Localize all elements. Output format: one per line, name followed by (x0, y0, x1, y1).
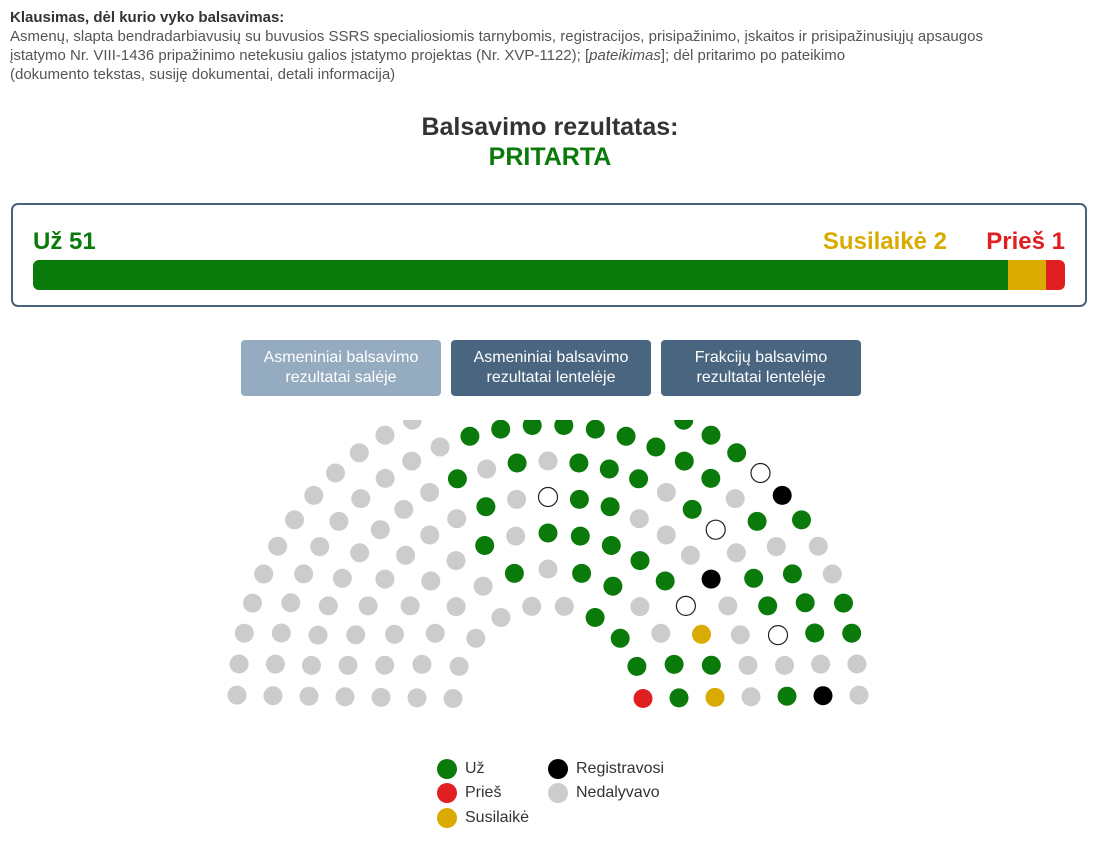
seat-absent[interactable] (420, 526, 439, 545)
seat-absent[interactable] (507, 490, 526, 509)
seat-absent[interactable] (775, 656, 794, 675)
seat-absent[interactable] (403, 420, 422, 430)
seat-absent[interactable] (726, 489, 745, 508)
vote-bar (33, 260, 1065, 290)
seat-absent[interactable] (630, 509, 649, 528)
seat-absent[interactable] (235, 624, 254, 643)
seat-for[interactable] (758, 596, 777, 615)
question-line-2-prefix: įstatymo Nr. VIII-1436 pripažinimo netekusiu galios įstatymo projektas (Nr. XVP-1122); [ (10, 47, 590, 64)
question-text (10, 27, 1100, 65)
seat-absent[interactable] (809, 537, 828, 556)
seat-against[interactable] (634, 689, 653, 708)
seat-absent[interactable] (421, 572, 440, 591)
legend-abstain-label: Susilaikė (465, 809, 530, 826)
seat-for[interactable] (601, 497, 620, 516)
seat-absent[interactable] (309, 626, 328, 645)
legend-item-for (437, 758, 485, 780)
seat-absent[interactable] (630, 597, 649, 616)
seat-for[interactable] (646, 438, 665, 457)
seat-absent[interactable] (412, 655, 431, 674)
seat-absent[interactable] (351, 489, 370, 508)
seat-for[interactable] (448, 469, 467, 488)
seat-absent[interactable] (718, 596, 737, 615)
seat-absent[interactable] (264, 686, 283, 705)
seat-absent[interactable] (281, 593, 300, 612)
seat-for[interactable] (631, 551, 650, 570)
seat-for[interactable] (569, 454, 588, 473)
seat-absent[interactable] (731, 625, 750, 644)
seat-absent[interactable] (450, 657, 469, 676)
question-label: Klausimas, dėl kurio vyko balsavimas: (10, 9, 285, 26)
vote-summary-box (11, 203, 1087, 307)
seat-absent[interactable] (466, 629, 485, 648)
seat-absent[interactable] (336, 687, 355, 706)
seat-for[interactable] (571, 527, 590, 546)
seat-empty[interactable] (751, 464, 770, 483)
legend-registered-label: Registravosi (576, 760, 665, 777)
result-view-tabs (241, 340, 881, 396)
seat-absent[interactable] (254, 565, 273, 584)
seat-absent[interactable] (402, 452, 421, 471)
seat-for[interactable] (665, 655, 684, 674)
vote-bar-abstain (1008, 260, 1046, 290)
legend-item-absent (548, 782, 660, 804)
legend-absent-label: Nedalyvavo (576, 784, 660, 801)
seat-for[interactable] (783, 564, 802, 583)
seat-absent[interactable] (681, 546, 700, 565)
seat-absent[interactable] (811, 655, 830, 674)
seat-for[interactable] (460, 427, 479, 446)
seat-for[interactable] (476, 497, 495, 516)
seat-absent[interactable] (420, 483, 439, 502)
seat-absent[interactable] (376, 469, 395, 488)
seat-for[interactable] (617, 427, 636, 446)
seat-absent[interactable] (350, 443, 369, 462)
seat-for[interactable] (554, 420, 573, 435)
seat-for[interactable] (508, 454, 527, 473)
seat-absent[interactable] (272, 624, 291, 643)
seat-for[interactable] (674, 420, 693, 430)
seat-for[interactable] (702, 426, 721, 445)
seat-absent[interactable] (847, 655, 866, 674)
seat-absent[interactable] (339, 656, 358, 675)
legend-for-dot (437, 759, 457, 779)
legend (437, 758, 697, 834)
seat-registered[interactable] (702, 570, 721, 589)
seat-for[interactable] (778, 687, 797, 706)
seat-empty[interactable] (539, 488, 558, 507)
seat-absent[interactable] (300, 687, 319, 706)
seat-for[interactable] (629, 469, 648, 488)
seat-absent[interactable] (294, 564, 313, 583)
question-line-1: Asmenų, slapta bendradarbiavusių su buvusios SSRS specialiosiomis tarnybomis, registracijos, prisipažinimo, įskaitos ir prisipažinusiųjų apsaugos (10, 28, 983, 45)
seat-for[interactable] (744, 569, 763, 588)
seat-for[interactable] (475, 536, 494, 555)
seat-empty[interactable] (769, 626, 788, 645)
vote-bar-against (1046, 260, 1065, 290)
seat-for[interactable] (727, 443, 746, 462)
question-block (10, 8, 1100, 84)
tab-hall-results[interactable]: Asmeniniai balsavimo rezultatai salėje (241, 340, 441, 396)
seat-for[interactable] (834, 594, 853, 613)
votes-against-label: Prieš 1 (986, 228, 1065, 255)
seat-for[interactable] (702, 656, 721, 675)
seat-for[interactable] (523, 420, 542, 435)
seat-empty[interactable] (676, 596, 695, 615)
seat-absent[interactable] (228, 686, 247, 705)
seat-absent[interactable] (447, 551, 466, 570)
seat-for[interactable] (656, 572, 675, 591)
seat-absent[interactable] (376, 426, 395, 445)
seat-for[interactable] (796, 593, 815, 612)
seat-absent[interactable] (396, 546, 415, 565)
seat-absent[interactable] (350, 543, 369, 562)
legend-for-label: Už (465, 760, 485, 777)
seat-absent[interactable] (447, 509, 466, 528)
legend-registered-dot (548, 759, 568, 779)
seat-absent[interactable] (742, 687, 761, 706)
seat-for[interactable] (586, 608, 605, 627)
legend-item-abstain (437, 807, 529, 829)
seat-abstain[interactable] (692, 625, 711, 644)
seat-absent[interactable] (346, 625, 365, 644)
result-value: PRITARTA (488, 143, 612, 171)
seat-absent[interactable] (371, 520, 390, 539)
seat-absent[interactable] (372, 688, 391, 707)
seat-absent[interactable] (329, 512, 348, 531)
seat-absent[interactable] (230, 655, 249, 674)
seat-absent[interactable] (302, 656, 321, 675)
seat-absent[interactable] (850, 686, 869, 705)
result-title: Balsavimo rezultatas: (421, 113, 679, 141)
seat-absent[interactable] (767, 537, 786, 556)
seat-registered[interactable] (814, 686, 833, 705)
seating-hemicycle (0, 420, 1100, 750)
tab-faction-table[interactable]: Frakcijų balsavimo rezultatai lentelėje (661, 340, 861, 396)
seat-for[interactable] (627, 657, 646, 676)
seat-for[interactable] (748, 512, 767, 531)
votes-for-label: Už 51 (33, 228, 96, 255)
seat-absent[interactable] (375, 570, 394, 589)
seat-absent[interactable] (375, 656, 394, 675)
legend-absent-dot (548, 783, 568, 803)
seat-absent[interactable] (477, 460, 496, 479)
seat-for[interactable] (539, 524, 558, 543)
seat-for[interactable] (572, 564, 591, 583)
seat-absent[interactable] (539, 452, 558, 471)
seat-absent[interactable] (506, 527, 525, 546)
seat-abstain[interactable] (706, 688, 725, 707)
seat-absent[interactable] (739, 656, 758, 675)
seat-absent[interactable] (408, 688, 427, 707)
seat-absent[interactable] (727, 543, 746, 562)
legend-against-dot (437, 783, 457, 803)
seat-absent[interactable] (243, 594, 262, 613)
seat-absent[interactable] (268, 537, 287, 556)
vote-bar-for (33, 260, 1008, 290)
seat-absent[interactable] (539, 560, 558, 579)
seat-for[interactable] (603, 577, 622, 596)
seat-absent[interactable] (444, 689, 463, 708)
seat-for[interactable] (701, 469, 720, 488)
seat-absent[interactable] (304, 486, 323, 505)
question-line-2-suffix: ]; dėl pritarimo po pateikimo (660, 47, 846, 64)
seat-absent[interactable] (394, 500, 413, 519)
seat-empty[interactable] (706, 520, 725, 539)
seat-for[interactable] (586, 420, 605, 439)
seat-for[interactable] (505, 564, 524, 583)
tab-individual-table[interactable]: Asmeniniai balsavimo rezultatai lentelėje (451, 340, 651, 396)
seat-absent[interactable] (426, 624, 445, 643)
seat-for[interactable] (675, 452, 694, 471)
question-stage: pateikimas (589, 47, 661, 64)
seat-absent[interactable] (285, 510, 304, 529)
legend-item-against (437, 782, 501, 804)
seat-for[interactable] (683, 500, 702, 519)
seat-absent[interactable] (823, 565, 842, 584)
seat-absent[interactable] (319, 596, 338, 615)
seat-absent[interactable] (431, 438, 450, 457)
seat-for[interactable] (792, 510, 811, 529)
seat-absent[interactable] (522, 597, 541, 616)
seat-absent[interactable] (651, 624, 670, 643)
legend-against-label: Prieš (465, 784, 502, 801)
seat-for[interactable] (842, 624, 861, 643)
seat-absent[interactable] (310, 537, 329, 556)
seat-absent[interactable] (326, 464, 345, 483)
votes-abstain-label: Susilaikė 2 (822, 228, 947, 255)
seat-absent[interactable] (401, 596, 420, 615)
seat-absent[interactable] (266, 655, 285, 674)
seat-for[interactable] (570, 490, 589, 509)
seat-for[interactable] (670, 688, 689, 707)
seat-absent[interactable] (359, 596, 378, 615)
seat-for[interactable] (602, 536, 621, 555)
seat-absent[interactable] (657, 526, 676, 545)
seat-absent[interactable] (447, 597, 466, 616)
seat-absent[interactable] (657, 483, 676, 502)
seat-absent[interactable] (474, 577, 493, 596)
result-block (0, 112, 1100, 172)
seat-for[interactable] (611, 629, 630, 648)
document-links[interactable]: (dokumento tekstas, susiję dokumentai, detali informacija) (10, 66, 396, 83)
legend-item-registered (548, 758, 664, 780)
seat-for[interactable] (491, 420, 510, 439)
legend-abstain-dot (437, 808, 457, 828)
seat-registered[interactable] (773, 486, 792, 505)
seat-absent[interactable] (385, 625, 404, 644)
seat-absent[interactable] (333, 569, 352, 588)
seat-for[interactable] (600, 460, 619, 479)
seat-for[interactable] (805, 624, 824, 643)
seat-absent[interactable] (491, 608, 510, 627)
seat-absent[interactable] (555, 597, 574, 616)
